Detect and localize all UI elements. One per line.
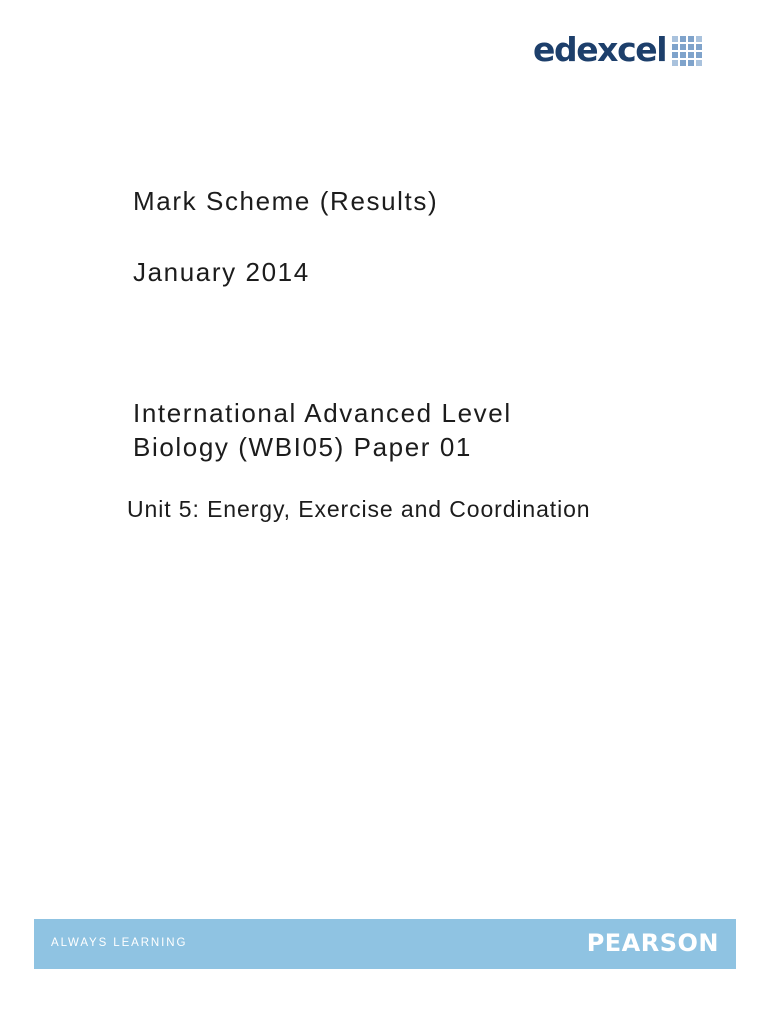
logo-wordmark: edexcel [533, 30, 667, 69]
paper-name: Biology (WBI05) Paper 01 [133, 432, 472, 462]
pearson-logo: PEARSON [586, 929, 719, 957]
edexcel-logo [533, 30, 702, 70]
slogan-text: ALWAYS LEARNING [51, 937, 188, 949]
unit-subtitle: Unit 5: Energy, Exercise and Coordination [127, 496, 591, 522]
qualification-level: International Advanced Level [133, 398, 512, 428]
mark-scheme-title: Mark Scheme (Results) [133, 186, 439, 216]
edexcel-grid-icon [672, 36, 702, 66]
footer-band [34, 919, 736, 969]
exam-date: January 2014 [133, 257, 310, 287]
